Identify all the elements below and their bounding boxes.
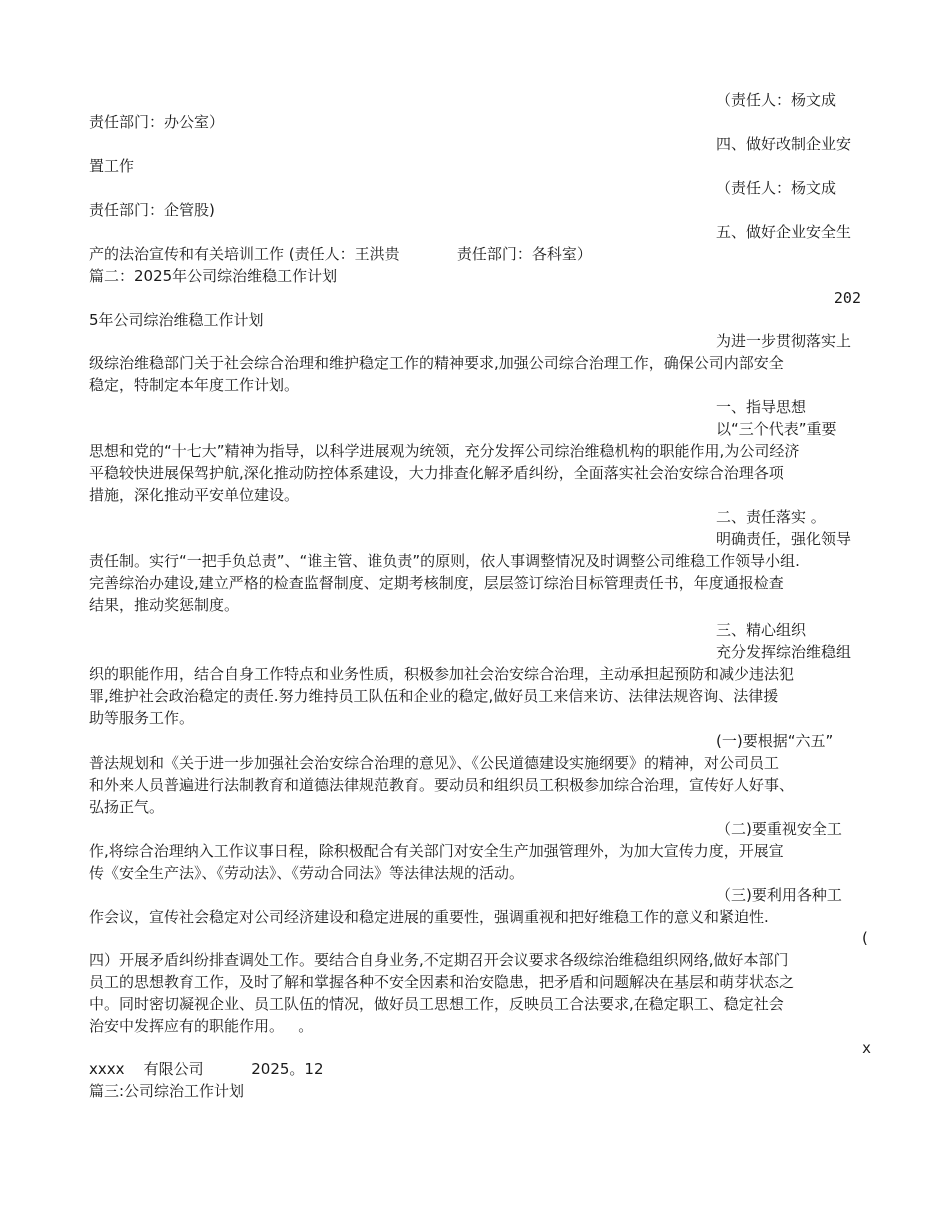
text-line: （责任人：杨文成: [716, 179, 837, 197]
text-line: 完善综治办建设,建立严格的检查监督制度、定期考核制度，层层签订综治目标管理责任书，年度通报检查: [89, 574, 784, 592]
text-line: 充分发挥综治维稳组: [716, 643, 852, 661]
text-line: 四、做好改制企业安: [716, 135, 852, 153]
text-line: 治安中发挥应有的职能作用。 。: [89, 1017, 314, 1035]
text-line: 中。同时密切凝视企业、员工队伍的情况，做好员工思想工作，反映员工合法要求,在稳定职工、稳定社会: [89, 995, 784, 1013]
section-heading: 篇三:公司综治工作计划: [89, 1082, 245, 1100]
text-line: 思想和党的“十七大”精神为指导，以科学进展观为统领，充分发挥公司综治维稳机构的职能作用,为公司经济: [89, 442, 800, 460]
text-line: 织的职能作用，结合自身工作特点和业务性质，积极参加社会治安综合治理，主动承担起预防和减少违法犯: [89, 665, 795, 683]
section-heading: 一、指导思想: [716, 398, 807, 416]
text-line: 四）开展矛盾纠纷排查调处工作。要结合自身业务,不定期召开会议要求各级综治维稳组织网络,做好本部门: [89, 951, 789, 969]
text-line: 弘扬正气。: [89, 798, 165, 816]
document-title: 5年公司综治维稳工作计划: [89, 311, 264, 329]
text-line: 以“三个代表”重要: [716, 420, 837, 438]
text-line: 级综治维稳部门关于社会综合治理和维护稳定工作的精神要求,加强公司综合治理工作，确保公司内部安全: [89, 354, 784, 372]
text-line: 责任部门：企管股): [89, 201, 215, 219]
text-line: 罪,维护社会政治稳定的责任.努力维持员工队伍和企业的稳定,做好员工来信来访、法律法规咨询、法律援: [89, 687, 779, 705]
text-line: 明确责任，强化领导: [716, 530, 852, 548]
text-line: 202: [833, 289, 861, 307]
text-line: 助等服务工作。: [89, 709, 195, 727]
section-heading: 三、精心组织: [716, 621, 807, 639]
section-heading: 篇二：2025年公司综治维稳工作计划: [89, 267, 338, 285]
text-line: （责任人：杨文成: [716, 91, 837, 109]
text-line: x: [862, 1039, 872, 1057]
section-heading: 二、责任落实 。: [716, 508, 826, 526]
text-line: 传《安全生产法》、《劳动法》、《劳动合同法》等法律法规的活动。: [89, 864, 525, 882]
text-line: (: [862, 929, 868, 947]
text-line: 作,将综合治理纳入工作议事日程，除积极配合有关部门对安全生产加强管理外，为加大宣传力度，开展宣: [89, 842, 784, 860]
text-line: 作会议，宣传社会稳定对公司经济建设和稳定进展的重要性，强调重视和把好维稳工作的意义和紧迫性.: [89, 908, 769, 926]
text-line: (一)要根据“六五”: [716, 732, 834, 750]
text-line: 为进一步贯彻落实上: [716, 332, 852, 350]
text-line: 稳定，特制定本年度工作计划。: [89, 376, 300, 394]
text-line: （三)要利用各种工: [716, 886, 842, 904]
text-line: 措施，深化推动平安单位建设。: [89, 486, 300, 504]
text-line: 和外来人员普遍进行法制教育和道德法律规范教育。要动员和组织员工积极参加综合治理，宣传好人好事、: [89, 776, 795, 794]
text-line: 责任部门：办公室）: [89, 113, 225, 131]
text-line: 产的法治宣传和有关培训工作 (责任人：王洪贵 责任部门：各科室）: [89, 245, 592, 263]
text-line: 普法规划和《关于进一步加强社会治安综合治理的意见》、《公民道德建设实施纲要》的精神，对公司员工: [89, 754, 780, 772]
signature-line: xxxx 有限公司 2025。12: [89, 1060, 324, 1078]
text-line: （二)要重视安全工: [716, 820, 842, 838]
text-line: 员工的思想教育工作，及时了解和掌握各种不安全因素和治安隐患，把矛盾和问题解决在基层和萌芽状态之: [89, 973, 795, 991]
text-line: 平稳较快进展保驾护航,深化推动防控体系建设，大力排查化解矛盾纠纷，全面落实社会治安综合治理各项: [89, 464, 784, 482]
text-line: 结果，推动奖惩制度。: [89, 596, 240, 614]
text-line: 五、做好企业安全生: [716, 223, 852, 241]
text-line: 责任制。实行“一把手负总责”、“谁主管、谁负责”的原则，依人事调整情况及时调整公司维稳工作领导小组.: [89, 552, 800, 570]
text-line: 置工作: [89, 157, 135, 175]
